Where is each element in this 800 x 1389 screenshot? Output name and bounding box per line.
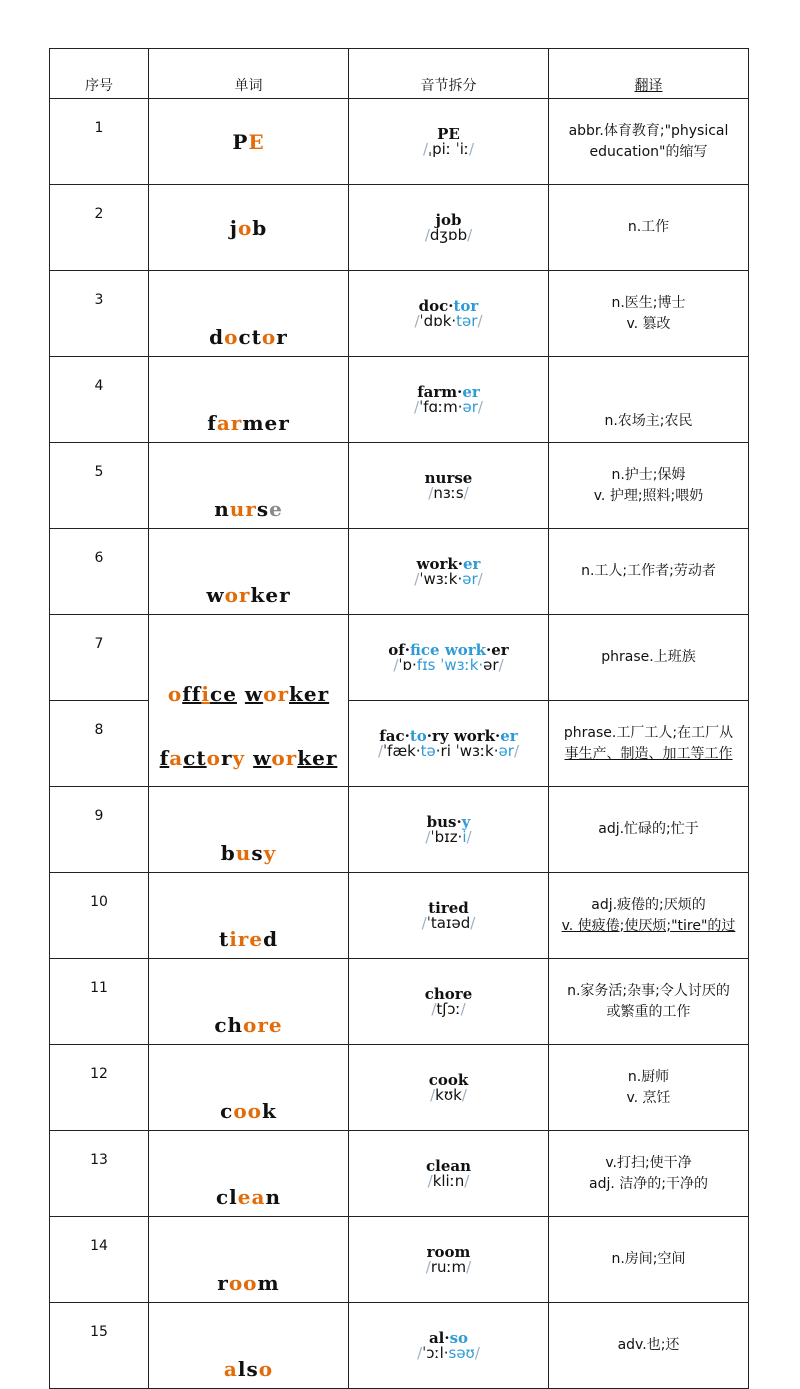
row-number: 1 [50,99,149,185]
phonetic [349,827,548,846]
syllable-accent: er [462,554,481,573]
phonetic-syllable: ˈdɒk· [419,311,457,330]
syllable-accent: er [500,726,518,745]
word-part: b [252,215,268,240]
word-part: d [263,927,279,951]
phonetic-syllable-accent: fɪs [416,655,436,674]
syllable-cell [349,873,549,959]
syllable: fac· [379,726,410,745]
row-number: 13 [50,1131,149,1217]
translation-cell [549,185,749,271]
translation-line: adj.忙碌的;忙于 [598,821,699,837]
syllable: ·ry [426,726,454,745]
phonetic-syllable-accent: səʊ [448,1343,475,1362]
phonetic-syllable: ˈwɜːk· [455,741,499,760]
word-part: w [253,745,272,770]
row-number: 5 [50,443,149,529]
table-row [50,529,749,615]
phonetic [349,139,548,158]
syllable-cell [349,1303,549,1389]
slash: / [424,225,430,244]
phonetic-syllable: ˈbɪz· [430,827,463,846]
syllable: ·er [486,640,509,659]
slash: / [477,569,483,588]
table-row [50,959,749,1045]
syllable-accent: work [444,640,487,659]
phonetic-syllable: ər [483,655,499,674]
word-office-worker [149,678,348,710]
word-part: cl [215,1185,238,1209]
spelling: job [435,210,462,229]
translation-line: phrase.工厂工人;在工厂从 [563,724,734,741]
syllable: doc· [418,296,454,315]
phonetic-text: kliːn [432,1171,465,1190]
word-part: j [229,215,238,240]
syllable: of· [388,640,410,659]
word-vowel: y [232,745,246,770]
translation-line: n.厨师 [627,1068,670,1085]
word-vowel: u [235,841,252,865]
word-vowel: i [201,681,211,706]
slash: / [417,1343,423,1362]
spelling: room [426,1242,471,1261]
syllable: al· [428,1328,450,1347]
word-vowel: o [261,325,277,349]
table-row [50,271,749,357]
translation-line: n.工作 [627,219,670,235]
word-part: t [218,927,230,951]
syllable-cell [349,701,549,787]
slash: / [414,397,420,416]
word-part: ch [214,1013,244,1037]
translation-cell [549,1045,749,1131]
word-vowel: a [223,1357,238,1381]
slash: / [513,741,519,760]
header-index: 序号 [50,49,149,99]
phonetic-text: nɜːs [433,483,464,502]
slash: / [477,311,483,330]
word-part: ct [238,325,262,349]
slash: / [422,139,428,158]
syllable-cell [349,1217,549,1303]
slash: / [377,741,384,760]
word-cell [149,529,349,615]
phonetic-text: ˌpiː ˈiː [428,139,469,158]
word-part: l [237,1357,247,1381]
row-number: 9 [50,787,149,873]
word-cell [149,1131,349,1217]
translation-cell [549,99,749,185]
word-vowel: or [224,583,251,607]
table-row [50,1131,749,1217]
table-row [50,443,749,529]
slash: / [461,1085,467,1104]
row-number: 14 [50,1217,149,1303]
word-part: f [159,745,170,770]
translation-line: n.医生;博士 [611,294,686,311]
word-cell [149,443,349,529]
translation-line: adv.也;还 [617,1337,680,1353]
phonetic [349,1171,548,1190]
translation-cell [549,1303,749,1389]
row-number: 2 [50,185,149,271]
row-number: 12 [50,1045,149,1131]
table-row [50,787,749,873]
word-cell [149,787,349,873]
slash: / [477,397,483,416]
word-part: s [251,841,264,865]
slash: / [425,827,431,846]
slash: / [470,913,476,932]
syllable-cell [349,959,549,1045]
translation-line: n.家务活;杂事;令人讨厌的 [567,982,730,999]
header-word: 单词 [149,49,349,99]
header-translation-label: 翻译 [634,78,663,94]
word-part: b [220,841,236,865]
word-cell [149,1217,349,1303]
translation-line: v. 烹饪 [626,1089,671,1106]
row-number: 10 [50,873,149,959]
syllable: farm· [417,382,463,401]
phonetic-syllable-accent: ˈwɜːk· [440,655,484,674]
word-part: c [220,1099,234,1123]
slash: / [428,483,434,502]
phonetic [349,1085,548,1104]
word-vowel: ar [216,411,243,435]
syllable-accent: er [462,382,480,401]
slash: / [425,1257,431,1276]
translation-line: phrase.上班族 [601,649,696,665]
word-part: n [265,1185,281,1209]
slash: / [474,1343,480,1362]
row-number: 4 [50,357,149,443]
spelling: clean [426,1156,471,1175]
slash: / [463,483,469,502]
phonetic [349,655,548,674]
slash: / [414,569,420,588]
syllable-accent: fice [409,640,440,659]
translation-cell [549,1217,749,1303]
syllable-cell [349,615,549,701]
syllable-cell [349,271,549,357]
spelling: chore [424,984,473,1003]
translation-cell [549,701,749,787]
translation-cell [549,443,749,529]
translation-line: adj.疲倦的;厌烦的 [591,896,706,913]
translation-line: adj. 洁净的;干净的 [589,1175,708,1192]
word-vowel: ea [237,1185,266,1209]
row-number: 15 [50,1303,149,1389]
slash: / [467,225,473,244]
syllable-cell [349,185,549,271]
syllable-accent: so [449,1328,469,1347]
word-vowel: E [248,129,265,154]
word-part: ker [297,745,338,770]
word-cell [149,357,349,443]
translation-cell [549,357,749,443]
header-row [50,49,749,99]
word-factory-worker [160,746,338,770]
phonetic-syllable-accent: ər [462,397,478,416]
header-syllables: 音节拆分 [349,49,549,99]
phonetic-text: ruːm [430,1257,467,1276]
translation-cell [549,787,749,873]
syllable: bus· [426,812,462,831]
phonetic [349,397,548,416]
phonetic-syllable-accent: tər [456,311,478,330]
spelling: PE [437,124,460,143]
translation-line: n.工人;工作者;劳动者 [581,563,716,579]
phonetic [349,311,548,330]
phonetic-syllable-accent: i [462,827,467,846]
table-row [50,357,749,443]
word-cell [149,1303,349,1389]
row-number: 6 [50,529,149,615]
word-space [237,682,245,706]
translation-cell [549,873,749,959]
row-number: 11 [50,959,149,1045]
translation-cell [549,1131,749,1217]
slash: / [430,1085,436,1104]
syllable-accent: y [461,812,471,831]
merged-words [149,678,348,774]
phonetic-syllable: ˈwɜːk· [419,569,463,588]
translation-cell [549,529,749,615]
word-cell [149,1045,349,1131]
phonetic-syllable: ˈfɑːm· [419,397,463,416]
phonetic-syllable-accent: ər [462,569,478,588]
word-cell-merged [149,615,349,787]
slash: / [460,999,466,1018]
word-vowel: o [167,681,183,706]
table-row [50,1217,749,1303]
row-number: 7 [50,615,149,701]
syllable: work· [416,554,463,573]
phonetic [349,225,548,244]
phonetic-syllable: ˈɔːl· [422,1343,449,1362]
syllable-cell [349,357,549,443]
word-vowel: ire [229,927,264,951]
word-part: s [256,497,270,521]
slash: / [427,1171,433,1190]
translation-line: n.房间;空间 [611,1251,686,1267]
table-row [50,615,749,701]
word-part: f [207,411,217,435]
word-vowel: o [237,215,253,240]
word-cell [149,873,349,959]
word-part: m [257,1271,280,1295]
table-row [50,873,749,959]
syllable-accent: tor [453,296,479,315]
phonetic [349,913,548,932]
slash: / [393,655,399,674]
vocabulary-table [49,48,749,1389]
word-part: n [214,497,230,521]
slash: / [468,139,475,158]
word-part: w [206,583,225,607]
word-vowel: a [169,745,184,770]
word-vowel: or [271,745,298,770]
table-row [50,99,749,185]
word-vowel: ur [229,497,257,521]
phonetic [349,1343,548,1362]
word-part: mer [242,411,290,435]
syllable-accent: to [409,726,427,745]
translation-line: abbr.体育教育;"physical [568,122,729,139]
translation-line: v. 使疲倦;使厌烦;"tire"的过 [561,917,736,934]
table-row [50,1303,749,1389]
table-row [50,1045,749,1131]
phonetic [349,1257,548,1276]
phonetic-text: dʒɒb [429,225,468,244]
phonetic-text: ˈtaɪəd [426,913,471,932]
spelling: nurse [424,468,473,487]
word-vowel: oo [228,1271,258,1295]
vocabulary-table-container [49,48,749,1389]
word-part: r [276,325,288,349]
word-part: ff [182,681,202,706]
word-vowel: y [263,841,277,865]
word-cell [149,959,349,1045]
translation-line: n.农场主;农民 [604,413,693,429]
table-row [50,185,749,271]
phonetic-syllable: ˈɒ· [398,655,417,674]
phonetic-syllable-accent: tə [420,741,436,760]
word-part: k [262,1099,277,1123]
word-part: ker [250,583,291,607]
word-cell [149,99,349,185]
phonetic-text: kʊk [435,1085,462,1104]
slash: / [466,1257,472,1276]
spelling: cook [428,1070,469,1089]
syllable-cell [349,443,549,529]
slash: / [466,827,472,846]
word-cell [149,185,349,271]
word-part: ker [289,681,330,706]
syllable-cell [349,99,549,185]
header-translation [549,49,749,99]
syllable: work· [453,726,501,745]
slash: / [464,1171,470,1190]
phonetic-syllable-accent: ər [498,741,514,760]
word-silent-letter: e [269,497,283,521]
word-part: ct [183,745,207,770]
word-vowel: o [206,745,221,770]
slash: / [421,913,427,932]
phonetic-text: tʃɔː [436,999,461,1018]
spelling: tired [428,898,469,917]
translation-line: v. 护理;照料;喂奶 [593,487,704,504]
translation-line: v. 篡改 [626,315,671,332]
translation-line: 事生产、制造、加工等工作 [564,745,733,762]
word-part: r [220,745,233,770]
word-vowel: ore [243,1013,283,1037]
syllable-cell [349,787,549,873]
phonetic [349,483,548,502]
row-number: 3 [50,271,149,357]
slash: / [414,311,420,330]
row-number: 8 [50,701,149,787]
word-vowel: o [224,325,239,349]
word-vowel: or [263,681,290,706]
phonetic-syllable: ˈfæk· [383,741,421,760]
word-part: d [209,325,225,349]
word-part: P [232,129,249,154]
translation-line: education"的缩写 [589,143,708,160]
phonetic-syllable: ·ri [435,741,456,760]
syllable-cell [349,1131,549,1217]
phonetic [349,569,548,588]
word-vowel: o [258,1357,274,1381]
slash: / [431,999,437,1018]
phonetic [349,999,548,1018]
syllable-cell [349,529,549,615]
phonetic [349,741,548,760]
word-part: ce [210,681,237,706]
translation-line: v.打扫;使干净 [605,1154,692,1171]
translation-line: n.护士;保姆 [611,466,686,483]
word-part: w [244,681,264,706]
word-part: r [217,1271,229,1295]
translation-line: 或繁重的工作 [606,1003,691,1020]
syllable-cell [349,1045,549,1131]
word-cell [149,271,349,357]
word-space [245,746,253,770]
word-part: s [246,1357,259,1381]
translation-cell [549,615,749,701]
word-vowel: oo [233,1099,262,1123]
slash: / [498,655,504,674]
translation-cell [549,271,749,357]
translation-cell [549,959,749,1045]
